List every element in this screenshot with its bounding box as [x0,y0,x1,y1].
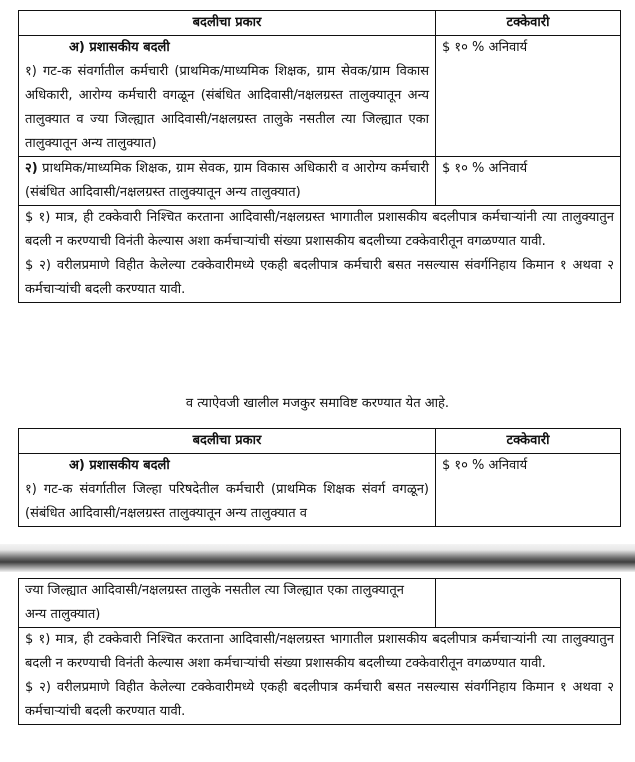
header-percentage: टक्केवारी [436,429,621,454]
notes-row [19,206,621,303]
header-percentage: टक्केवारी [436,11,621,36]
row-description [19,36,436,157]
row-text: १) गट-क संवर्गातील कर्मचारी (प्राथमिक/माध्यमिक शिक्षक, ग्राम सेवक/ग्राम विकास अधिकारी, आरोग्य कर्मचारी वगळून (संबंधित आदिवासी/नक्षलग्रस्त तालुक्यातून अन्य तालुक्यात व ज्या जिल्ह्यात आदिवासी/नक्षलग्रस्त तालुके नसतील त्या जिल्ह्यात एका तालुक्यातून अन्य तालुक्यात) [25,64,429,151]
row-text: १) गट-क संवर्गातील जिल्हा परिषदेतील कर्मचारी (प्राथमिक शिक्षक संवर्ग वगळून) (संबंधित आदिवासी/नक्षलग्रस्त तालुक्यातून अन्य तालुक्यात व [25,482,429,521]
table-row [19,579,621,628]
note-1: $ १) मात्र, ही टक्केवारी निश्चित करताना आदिवासी/नक्षलग्रस्त भागातील प्रशासकीय बदलीपात्र कर्मचाऱ्यांनी त्या तालुक्यातुन बदली न करण्याची विनंती केल्यास अशा कर्मचाऱ्यांची संख्या प्रशासकीय बदलीच्या टक्केवारीतून वगळण्यात यावी. [25,210,614,249]
table-row [19,157,621,206]
transfer-table-replacement [18,428,621,527]
header-transfer-type: बदलीचा प्रकार [19,429,436,454]
row-percentage: $ १० % अनिवार्य [436,36,621,157]
table-header-row [19,429,621,454]
note-2: $ २) वरीलप्रमाणे विहीत केलेल्या टक्केवारीमध्ये एकही बदलीपात्र कर्मचारी बसत नसल्यास संवर्गनिहाय किमान १ अथवा २ कर्मचाऱ्यांची बदली करण्यात यावी. [25,258,614,297]
note-2: $ २) वरीलप्रमाणे विहीत केलेल्या टक्केवारीमध्ये एकही बदलीपात्र कर्मचारी बसत नसल्यास संवर्गनिहाय किमान १ अथवा २ कर्मचाऱ्यांची बदली करण्यात यावी. [25,680,614,719]
page-sheet-lower [0,572,635,762]
row-text: प्राथमिक/माध्यमिक शिक्षक, ग्राम सेवक, ग्राम विकास अधिकारी व आरोग्य कर्मचारी (संबंधित आदिवासी/नक्षलग्रस्त तालुक्यातून अन्य तालुक्यात) [25,161,429,200]
table-header-row [19,11,621,36]
section-heading: अ) प्रशासकीय बदली [69,458,170,473]
row-percentage: $ १० % अनिवार्य [436,454,621,527]
notes-row [19,628,621,725]
replacement-statement: व त्याऐवजी खालील मजकुर समाविष्ट करण्यात येत आहे. [185,396,450,411]
row-description [19,157,436,206]
notes-cell [19,206,621,303]
header-transfer-type: बदलीचा प्रकार [19,11,436,36]
notes-cell [19,628,621,725]
table-row [19,454,621,527]
row-description [19,454,436,527]
page-break-divider [0,544,635,572]
transfer-table-replacement-continued [18,578,621,725]
row-description: ज्या जिल्ह्यात आदिवासी/नक्षलग्रस्त तालुके नसतील त्या जिल्ह्यात एका तालुक्यातून अन्य तालुक्यात) [19,579,436,628]
row-number: २) [25,161,38,176]
note-1: $ १) मात्र, ही टक्केवारी निश्चित करताना आदिवासी/नक्षलग्रस्त भागातील प्रशासकीय बदलीपात्र कर्मचाऱ्यांनी त्या तालुक्यातुन बदली न करण्याची विनंती केल्यास अशा कर्मचाऱ्यांची संख्या प्रशासकीय बदलीच्या टक्केवारीतून वगळण्यात यावी. [25,632,614,671]
section-heading: अ) प्रशासकीय बदली [69,40,170,55]
table-row [19,36,621,157]
row-percentage: $ १० % अनिवार्य [436,157,621,206]
transfer-table-original [18,10,621,303]
row-percentage [436,579,621,628]
